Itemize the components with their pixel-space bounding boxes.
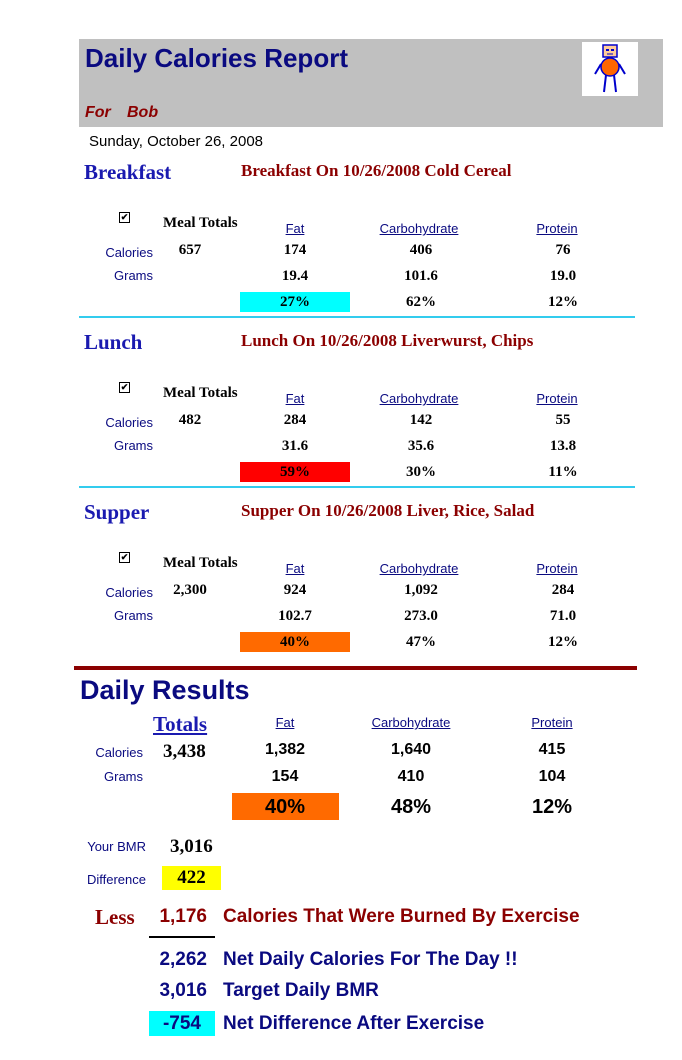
results-total-calories: 3,438 <box>163 741 206 762</box>
meal-include-checkbox[interactable]: ✔ <box>120 382 129 392</box>
meal-total-calories: 657 <box>178 242 202 258</box>
results-fat-calories: 1,382 <box>264 741 306 758</box>
report-title: Daily Calories Report <box>85 43 348 73</box>
results-protein-pct: 12% <box>531 796 573 818</box>
carb-calories: 406 <box>409 242 433 258</box>
results-carb-pct: 48% <box>390 796 432 818</box>
results-protein-calories: 415 <box>538 741 566 758</box>
meal-title: Supper <box>84 500 150 524</box>
meal-totals-label: Meal Totals <box>163 555 238 571</box>
person-name: Bob <box>127 104 159 121</box>
calories-label: Calories <box>105 245 153 260</box>
protein-calories: 284 <box>551 582 575 598</box>
meal-include-checkbox[interactable]: ✔ <box>120 212 129 222</box>
protein-header: Protein <box>536 561 578 576</box>
totals-label: Totals <box>153 712 208 736</box>
target-bmr: 3,016 <box>159 980 207 1001</box>
carb-pct: 30% <box>406 464 436 480</box>
meal-separator <box>79 486 635 488</box>
carbohydrate-header: Carbohydrate <box>379 391 459 406</box>
results-protein-header: Protein <box>531 715 573 730</box>
protein-calories: 76 <box>555 242 571 258</box>
meal-separator <box>79 316 635 318</box>
fat-pct: 40% <box>280 634 310 650</box>
target-text: Target Daily BMR <box>223 980 379 1001</box>
protein-grams: 13.8 <box>549 438 577 454</box>
calories-label: Calories <box>105 585 153 600</box>
meal-title: Lunch <box>84 330 143 354</box>
fat-calories: 174 <box>283 242 307 258</box>
fat-pct: 59% <box>280 464 310 480</box>
fat-calories: 924 <box>283 582 307 598</box>
net-difference-text: Net Difference After Exercise <box>223 1013 485 1034</box>
protein-header: Protein <box>536 221 578 236</box>
net-text: Net Daily Calories For The Day !! <box>223 949 518 970</box>
fat-grams: 19.4 <box>281 268 309 284</box>
protein-header: Protein <box>536 391 578 406</box>
exercise-calories: 1,176 <box>159 906 207 927</box>
results-carb-grams: 410 <box>397 768 425 785</box>
grams-label: Grams <box>114 438 153 453</box>
meal-description: Supper On 10/26/2008 Liver, Rice, Salad <box>241 501 535 520</box>
carb-pct: 47% <box>406 634 436 650</box>
person-avatar-icon <box>582 42 638 96</box>
meal-title: Breakfast <box>84 160 172 184</box>
carb-grams: 35.6 <box>407 438 435 454</box>
protein-pct: 12% <box>548 634 578 650</box>
net-calories: 2,262 <box>159 949 207 970</box>
bmr-label: Your BMR <box>87 839 146 854</box>
difference-value: 422 <box>177 867 206 888</box>
protein-calories: 55 <box>555 412 571 428</box>
results-fat-grams: 154 <box>271 768 299 785</box>
protein-grams: 71.0 <box>549 608 577 624</box>
meal-total-calories: 2,300 <box>173 582 207 598</box>
meal-description: Breakfast On 10/26/2008 Cold Cereal <box>241 161 512 180</box>
carbohydrate-header: Carbohydrate <box>379 561 459 576</box>
carb-pct: 62% <box>406 294 436 310</box>
results-fat-pct: 40% <box>264 796 306 818</box>
results-title: Daily Results <box>80 675 250 705</box>
meal-total-calories: 482 <box>178 412 202 428</box>
meal-totals-label: Meal Totals <box>163 385 238 401</box>
carbohydrate-header: Carbohydrate <box>379 221 459 236</box>
results-fat-header: Fat <box>275 715 295 730</box>
results-protein-grams: 104 <box>538 768 566 785</box>
meal-description: Lunch On 10/26/2008 Liverwurst, Chips <box>241 331 534 350</box>
calories-label: Calories <box>105 415 153 430</box>
fat-calories: 284 <box>283 412 307 428</box>
fat-grams: 102.7 <box>278 608 312 624</box>
difference-label: Difference <box>86 872 146 887</box>
for-label: For <box>85 104 111 121</box>
meal-totals-label: Meal Totals <box>163 215 238 231</box>
subtraction-line <box>149 936 215 938</box>
meal-include-checkbox[interactable]: ✔ <box>120 552 129 562</box>
carb-grams: 273.0 <box>404 608 438 624</box>
results-divider <box>74 666 637 670</box>
fat-header: Fat <box>285 221 305 236</box>
bmr-value: 3,016 <box>170 836 213 857</box>
protein-grams: 19.0 <box>549 268 577 284</box>
fat-header: Fat <box>285 391 305 406</box>
fat-header: Fat <box>285 561 305 576</box>
results-grams-label: Grams <box>104 769 143 784</box>
results-carb-header: Carbohydrate <box>371 715 451 730</box>
net-difference: -754 <box>162 1013 201 1034</box>
carb-calories: 142 <box>409 412 433 428</box>
protein-pct: 12% <box>548 294 578 310</box>
protein-pct: 11% <box>548 464 578 480</box>
carb-calories: 1,092 <box>404 582 438 598</box>
results-calories-label: Calories <box>95 745 143 760</box>
report-date: Sunday, October 26, 2008 <box>89 133 264 150</box>
carb-grams: 101.6 <box>404 268 438 284</box>
fat-pct: 27% <box>280 294 310 310</box>
fat-grams: 31.6 <box>281 438 309 454</box>
grams-label: Grams <box>114 608 153 623</box>
exercise-text: Calories That Were Burned By Exercise <box>223 906 580 927</box>
less-label: Less <box>95 905 135 929</box>
grams-label: Grams <box>114 268 153 283</box>
results-carb-calories: 1,640 <box>390 741 432 758</box>
